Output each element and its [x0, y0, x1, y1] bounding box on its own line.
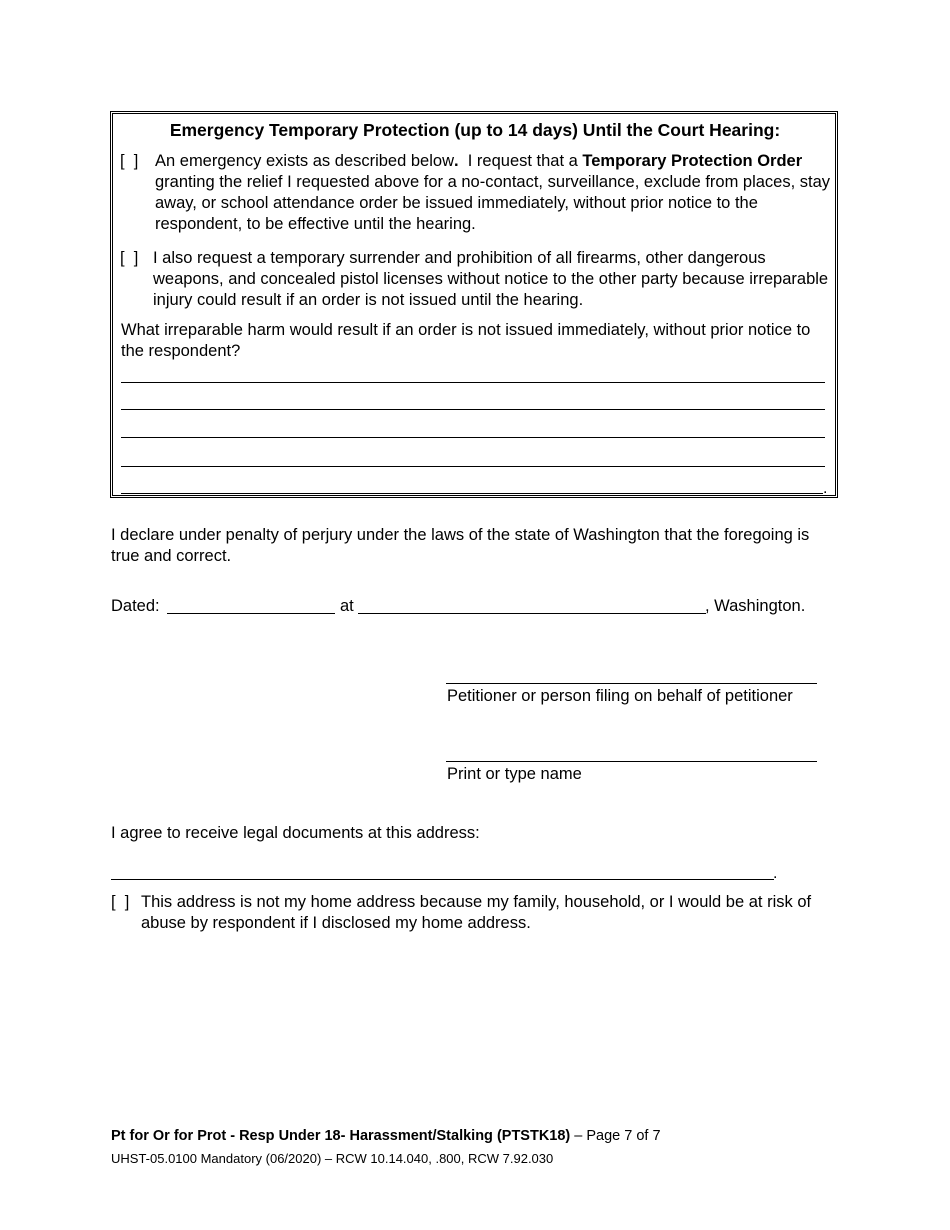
petitioner-caption: Petitioner or person filing on behalf of petitioner	[447, 687, 793, 705]
date-field[interactable]	[167, 613, 335, 614]
address-end-period: .	[773, 865, 778, 882]
firearms-checkbox[interactable]: [ ]	[120, 249, 139, 267]
perjury-declaration: I declare under penalty of perjury under the laws of the state of Washington that the foregoing is true and correct.	[111, 526, 810, 565]
not-home-address-checkbox[interactable]: [ ]	[111, 893, 130, 911]
address-field[interactable]	[111, 879, 774, 880]
emergency-checkbox[interactable]: [ ]	[120, 152, 139, 170]
print-name-line[interactable]	[446, 761, 817, 762]
print-name-caption: Print or type name	[447, 765, 582, 783]
answer-line-2[interactable]	[121, 409, 825, 410]
washington-label: , Washington.	[705, 597, 806, 615]
not-home-address-text: This address is not my home address because my family, household, or I would be at risk of abuse by respondent if I disclosed my home address.	[141, 893, 812, 932]
form-title: Pt for Or for Prot - Resp Under 18- Harassment/Stalking (PTSTK18)	[111, 1128, 571, 1144]
emergency-text-period: .	[453, 152, 459, 170]
at-label: at	[340, 597, 354, 615]
emergency-request-text	[155, 151, 835, 235]
emergency-text-a: An emergency exists as described below	[155, 152, 454, 170]
section-title: Emergency Temporary Protection (up to 14 days) Until the Court Hearing:	[169, 120, 781, 140]
answer-line-4[interactable]	[121, 466, 825, 467]
irreparable-harm-question: What irreparable harm would result if an order is not issued immediately, without prior notice to the respondent?	[121, 321, 811, 360]
address-agree-text: I agree to receive legal documents at this address:	[111, 824, 480, 842]
city-field[interactable]	[358, 613, 706, 614]
answer-line-3[interactable]	[121, 437, 825, 438]
firearms-request-text: I also request a temporary surrender and prohibition of all firearms, other dangerous weapons, and concealed pistol licenses without notice to the other party because irreparable injury could result if an order is not issued until the hearing.	[153, 249, 829, 309]
dated-label: Dated:	[111, 597, 160, 615]
answer-line-1[interactable]	[121, 382, 825, 383]
footer-form-title	[111, 1126, 871, 1147]
tpo-bold-label: Temporary Protection Order	[582, 152, 803, 170]
answer-end-period: .	[823, 480, 828, 497]
answer-line-5[interactable]	[121, 493, 823, 494]
page-indicator: – Page 7 of 7	[570, 1128, 661, 1144]
petitioner-signature-line[interactable]	[446, 683, 817, 684]
emergency-text-c: granting the relief I requested above for a no-contact, surveillance, exclude from places, stay away, or school attendance order be issued immediately, without prior notice to the respondent, to be effective until the hearing.	[155, 173, 831, 233]
emergency-text-b: I request that a	[458, 152, 583, 170]
footer-form-code: UHST-05.0100 Mandatory (06/2020) – RCW 10.14.040, .800, RCW 7.92.030	[111, 1151, 554, 1166]
